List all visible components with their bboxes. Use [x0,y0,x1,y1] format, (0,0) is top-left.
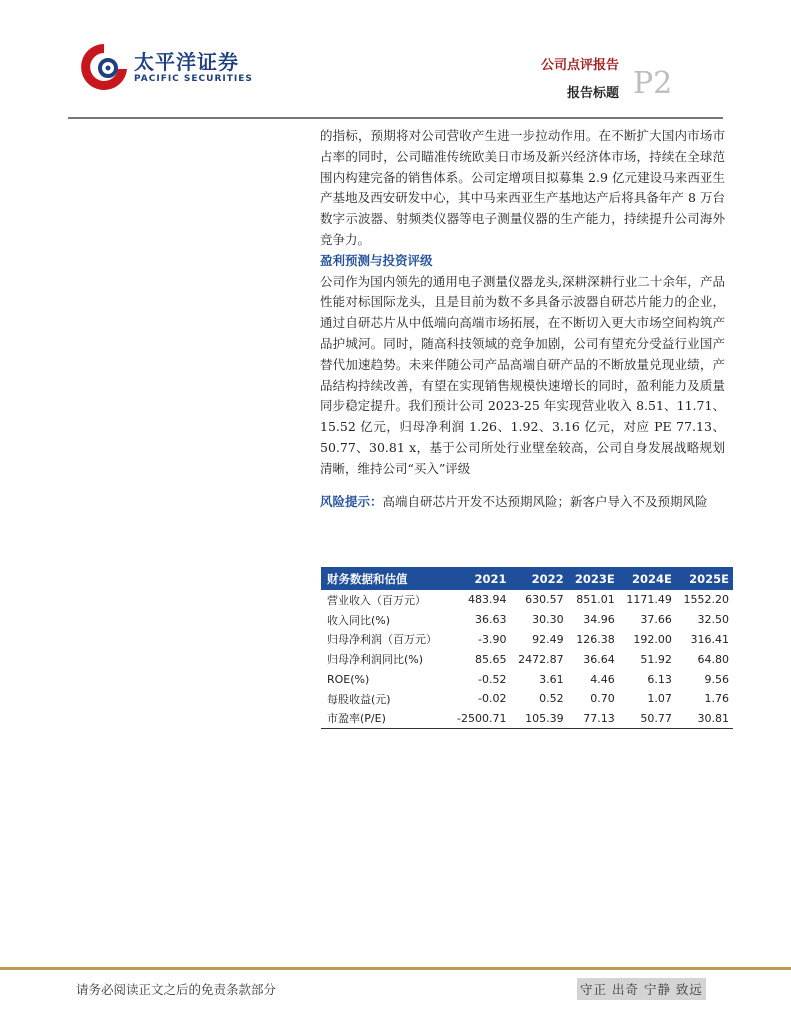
table-cell: 1.07 [647,692,672,706]
body-paragraph-2: 公司作为国内领先的通用电子测量仪器龙头,深耕深耕行业二十余年，产品性能对标国际龙头，且是目前为数不多具备示波器自研芯片能力的企业，通过自研芯片从中低端向高端市场拓展，在不断切入更大市场空间构筑产品护城河。同时，随高科技领域的竞争加剧，公司有望充分受益行业国产替代加速趋势。未来伴随公司产品高端自研产品的不断放量兑现业绩，产品结构持续改善，有望在实现销售规模快速增长的同时，盈利能力及质量同步稳定提升。我们预计公司 2023-25 年实现营业收入 8.51、11.71、15.52 亿元，归母净利润 1.26、1.92、3.16 亿元，对应 PE 77.13、50.77、30.81 x，基于公司所处行业壁垒较高，公司自身发展战略规划清晰，维持公司“买入”评级 [320,273,725,476]
table-cell: -0.52 [478,672,507,686]
table-cell: 0.52 [539,692,564,706]
table-row [321,630,733,650]
table-cell: 2472.87 [518,652,564,666]
table-cell: 51.92 [640,652,672,666]
table-row [321,689,733,709]
company-name-en: PACIFIC SECURITIES [134,74,253,84]
report-title: 报告标题 [566,86,619,101]
table-cell: 9.56 [704,672,729,686]
table-cell: 每股收益(元) [327,692,391,706]
table-cell: -0.02 [478,692,507,706]
company-name-cn: 太平洋证券 [134,50,239,74]
table-cell: -2500.71 [449,709,510,729]
table-cell: 收入同比(%) [327,613,391,627]
table-cell: 34.96 [583,613,615,627]
section-heading: 盈利预测与投资评级 [320,252,433,268]
table-cell: 192.00 [633,632,672,646]
table-cell: 归母净利润（百万元） [327,633,437,647]
table-cell: 36.64 [583,652,615,666]
table-cell: 126.38 [576,632,615,646]
table-header-cell: 2025E [676,567,733,590]
table-row [321,649,733,669]
table-cell: 851.01 [576,593,615,607]
table-cell: 50.77 [619,709,676,729]
table-cell: 483.94 [467,593,507,607]
table-cell: 0.70 [590,692,615,706]
table-cell: ROE(%) [327,672,370,686]
table-cell: 归母净利润同比(%) [327,653,424,667]
table-header-cell: 财务数据和估值 [321,567,449,590]
table-header-cell: 2023E [568,567,619,590]
table-row [321,590,733,610]
table-cell: 30.81 [676,709,733,729]
table-cell: 3.61 [539,672,564,686]
company-slogan: 守正 出奇 宁静 致远 [577,978,706,1000]
report-body [320,126,725,512]
company-logo [70,40,253,94]
table-cell: 85.65 [474,652,507,666]
table-cell: 30.30 [532,613,564,627]
risk-paragraph [320,492,725,513]
table-cell: 36.63 [474,613,507,627]
financial-table [321,567,733,729]
table-cell: 77.13 [568,709,619,729]
table-cell: 1552.20 [683,593,729,607]
table-header-cell: 2024E [619,567,676,590]
table-header-cell: 2022 [510,567,567,590]
table-cell: 市盈率(P/E) [321,709,449,729]
table-row [321,709,733,729]
table-cell: 营业收入（百万元） [327,593,426,607]
footer-divider [0,967,791,970]
table-cell: 64.80 [697,652,729,666]
table-cell: 316.41 [690,632,729,646]
risk-text: 高端自研芯片开发不达预期风险；新客户导入不及预期风险 [382,493,708,509]
table-cell: 92.49 [532,632,564,646]
table-cell: 105.39 [510,709,567,729]
table-cell: -3.90 [478,632,507,646]
table-cell: 4.46 [590,672,615,686]
disclaimer-note: 请务必阅读正文之后的免责条款部分 [76,982,277,997]
table-cell: 37.66 [640,613,672,627]
table-header-row [321,567,733,590]
report-type: 公司点评报告 [540,58,619,73]
body-paragraph-1: 的指标，预期将对公司营收产生进一步拉动作用。在不断扩大国内市场市占率的同时，公司瞄准传统欧美日市场及新兴经济体市场，持续在全球范围内构建完备的销售体系。公司定增项目拟募集 2.9 亿元建设马来西亚生产基地及西安研发中心，其中马来西亚生产基地达产后将具备年产 8 万台数字示波器、射频类仪器等电子测量仪器的生产能力，持续提升公司海外竞争力。 [320,128,725,247]
table-cell: 32.50 [697,613,729,627]
table-cell: 6.13 [647,672,672,686]
table-cell: 1171.49 [626,593,672,607]
company-logo-icon [78,42,130,92]
page-number: P2 [633,66,673,101]
table-header-cell: 2021 [449,567,510,590]
table-row [321,669,733,689]
risk-label: 风险提示： [320,493,383,509]
header-divider [68,117,723,119]
table-row [321,610,733,630]
table-cell: 630.57 [525,593,564,607]
table-cell: 1.76 [704,692,729,706]
